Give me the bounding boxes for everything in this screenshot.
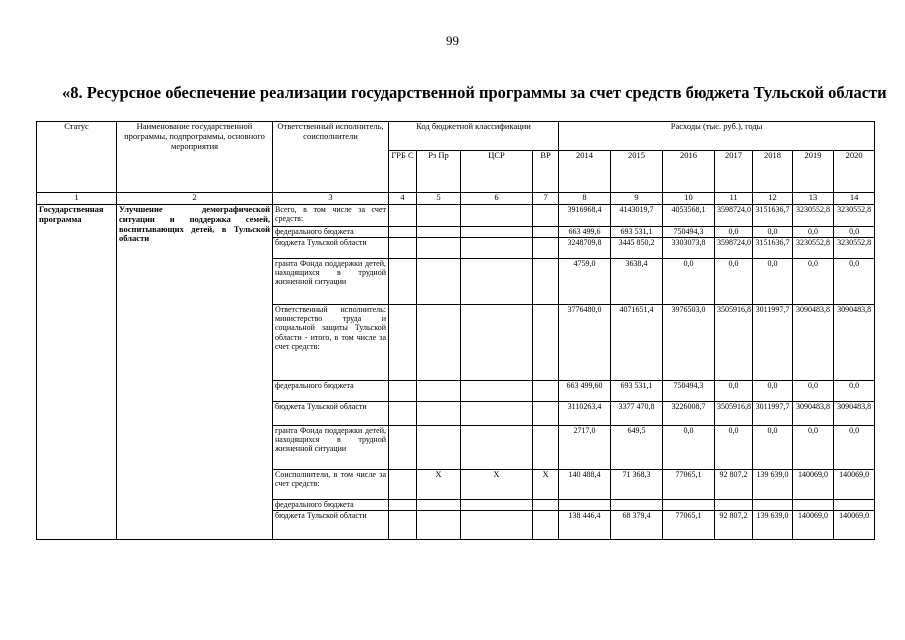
expense-value-cell: 77065,1 [663, 511, 715, 540]
code-cell [417, 238, 461, 259]
expense-value-cell: 0,0 [753, 381, 793, 402]
code-cell [461, 402, 533, 426]
expense-value-cell: 649,5 [611, 426, 663, 470]
funding-source-label: федерального бюджета [273, 500, 389, 511]
code-cell [461, 305, 533, 381]
header-year: 2015 [611, 151, 663, 193]
expense-value-cell: 0,0 [793, 426, 834, 470]
expense-value-cell: 4143019,7 [611, 205, 663, 227]
expense-value-cell: 92 807,2 [715, 470, 753, 500]
header-year: 2020 [834, 151, 875, 193]
expense-value-cell [793, 500, 834, 511]
expense-value-cell: 140069,0 [834, 470, 875, 500]
column-number: 3 [273, 193, 389, 205]
code-cell [389, 381, 417, 402]
expense-value-cell: 693 531,1 [611, 227, 663, 238]
expense-value-cell: 3151636,7 [753, 238, 793, 259]
column-number: 10 [663, 193, 715, 205]
code-cell [389, 205, 417, 227]
expense-value-cell: 0,0 [753, 227, 793, 238]
header-responsible: Ответственный исполнитель, соисполнители [273, 122, 389, 193]
funding-source-label: федерального бюджета [273, 381, 389, 402]
expense-value-cell: 3090483,8 [834, 305, 875, 381]
table-row [37, 205, 875, 227]
code-cell [417, 259, 461, 305]
expense-value-cell: 139 639,0 [753, 511, 793, 540]
expense-value-cell: 138 446,4 [559, 511, 611, 540]
code-cell [461, 381, 533, 402]
expense-value-cell: 663 499,6 [559, 227, 611, 238]
expense-value-cell: 139 639,0 [753, 470, 793, 500]
expense-value-cell: 0,0 [834, 381, 875, 402]
status-cell: Государственная программа [37, 205, 117, 540]
program-name-cell: Улучшение демографической ситуации и поддержка семей, воспитывающих детей, в Тульской области [117, 205, 273, 540]
resource-table [36, 121, 875, 540]
expense-value-cell: 0,0 [793, 259, 834, 305]
expense-value-cell: 3110263,4 [559, 402, 611, 426]
column-number: 5 [417, 193, 461, 205]
expense-value-cell: 140 488,4 [559, 470, 611, 500]
header-year: 2014 [559, 151, 611, 193]
expense-value-cell: 0,0 [834, 227, 875, 238]
funding-source-label: федерального бюджета [273, 227, 389, 238]
expense-value-cell: 140069,0 [834, 511, 875, 540]
code-cell [417, 305, 461, 381]
expense-value-cell: 3505916,8 [715, 402, 753, 426]
column-number: 13 [793, 193, 834, 205]
column-number: 8 [559, 193, 611, 205]
header-status: Статус [37, 122, 117, 193]
expense-value-cell: 3230552,8 [834, 238, 875, 259]
expense-value-cell: 2717,0 [559, 426, 611, 470]
code-cell [461, 227, 533, 238]
funding-source-label: бюджета Тульской области [273, 238, 389, 259]
header-name: Наименование государственной программы, подпрограммы, основного мероприятия [117, 122, 273, 193]
code-cell [461, 238, 533, 259]
expense-value-cell: 3230552,8 [793, 205, 834, 227]
expense-value-cell: 3976503,0 [663, 305, 715, 381]
code-cell [389, 227, 417, 238]
code-cell [533, 305, 559, 381]
expense-value-cell: 140069,0 [793, 511, 834, 540]
header-year: 2017 [715, 151, 753, 193]
code-cell [417, 402, 461, 426]
code-cell [389, 470, 417, 500]
expense-value-cell: 3598724,0 [715, 205, 753, 227]
code-cell [389, 426, 417, 470]
expense-value-cell [559, 500, 611, 511]
page-number: 99 [446, 33, 459, 48]
code-cell [389, 402, 417, 426]
expense-value-cell: 0,0 [715, 381, 753, 402]
expense-value-cell: 663 499,60 [559, 381, 611, 402]
expense-value-cell: 3638,4 [611, 259, 663, 305]
expense-value-cell: 750494,3 [663, 381, 715, 402]
expense-value-cell: 3230552,8 [793, 238, 834, 259]
code-cell [533, 511, 559, 540]
expense-value-cell: 3303073,8 [663, 238, 715, 259]
expense-value-cell: 3151636,7 [753, 205, 793, 227]
expense-value-cell: 3916968,4 [559, 205, 611, 227]
expense-value-cell [753, 500, 793, 511]
expense-value-cell: 92 807,2 [715, 511, 753, 540]
expense-value-cell: 0,0 [793, 381, 834, 402]
expense-value-cell: 0,0 [663, 426, 715, 470]
code-cell [461, 511, 533, 540]
code-cell [461, 259, 533, 305]
expense-value-cell: 3011997,7 [753, 402, 793, 426]
column-number: 12 [753, 193, 793, 205]
page-title: «8. Ресурсное обеспечение реализации государственной программы за счет средств бюджета Тульской области [62, 83, 887, 102]
expense-value-cell: 0,0 [715, 227, 753, 238]
code-cell [533, 238, 559, 259]
code-cell [533, 500, 559, 511]
expense-value-cell: 4759,0 [559, 259, 611, 305]
expense-value-cell: 3505916,8 [715, 305, 753, 381]
expense-value-cell [611, 500, 663, 511]
expense-value-cell: 3090483,8 [793, 305, 834, 381]
header-year: 2019 [793, 151, 834, 193]
expense-value-cell: 0,0 [834, 426, 875, 470]
code-cell [417, 511, 461, 540]
expense-value-cell: 0,0 [834, 259, 875, 305]
funding-source-label: Соисполнители, в том числе за счет средств: [273, 470, 389, 500]
expense-value-cell [715, 500, 753, 511]
column-number: 14 [834, 193, 875, 205]
expense-value-cell: 3377 470,8 [611, 402, 663, 426]
expense-value-cell: 0,0 [753, 259, 793, 305]
column-number: 7 [533, 193, 559, 205]
expense-value-cell: 3598724,0 [715, 238, 753, 259]
code-cell [533, 259, 559, 305]
header-budget-code: Код бюджетной классификации [389, 122, 559, 151]
header-year: 2018 [753, 151, 793, 193]
code-cell: Х [461, 470, 533, 500]
expense-value-cell: 0,0 [753, 426, 793, 470]
expense-value-cell: 140069,0 [793, 470, 834, 500]
expense-value-cell: 3445 850,2 [611, 238, 663, 259]
expense-value-cell: 77065,1 [663, 470, 715, 500]
expense-value-cell: 0,0 [715, 259, 753, 305]
header-rz: Рз Пр [417, 151, 461, 193]
expense-value-cell: 3090483,8 [834, 402, 875, 426]
funding-source-label: бюджета Тульской области [273, 511, 389, 540]
expense-value-cell: 71 368,3 [611, 470, 663, 500]
column-number: 1 [37, 193, 117, 205]
expense-value-cell: 3776480,0 [559, 305, 611, 381]
header-expenses: Расходы (тыс. руб.), годы [559, 122, 875, 151]
code-cell [461, 500, 533, 511]
column-number-row [37, 193, 875, 205]
expense-value-cell: 0,0 [715, 426, 753, 470]
expense-value-cell: 3226008,7 [663, 402, 715, 426]
code-cell [417, 227, 461, 238]
expense-value-cell: 3230552,8 [834, 205, 875, 227]
code-cell [417, 205, 461, 227]
expense-value-cell: 3090483,8 [793, 402, 834, 426]
header-vr: ВР [533, 151, 559, 193]
expense-value-cell: 0,0 [793, 227, 834, 238]
header-year: 2016 [663, 151, 715, 193]
column-number: 2 [117, 193, 273, 205]
code-cell [389, 305, 417, 381]
expense-value-cell: 4071651,4 [611, 305, 663, 381]
funding-source-label: гранта Фонда поддержки детей, находящихся в трудной жизненной ситуации [273, 259, 389, 305]
funding-source-label: Всего, в том числе за счет средств: [273, 205, 389, 227]
column-number: 6 [461, 193, 533, 205]
header-grbs: ГРБ С [389, 151, 417, 193]
code-cell [389, 511, 417, 540]
funding-source-label: Ответственный исполнитель: министерство труда и социальной защиты Тульской области - итого, в том числе за счет средств: [273, 305, 389, 381]
code-cell [389, 500, 417, 511]
code-cell [417, 426, 461, 470]
code-cell [461, 205, 533, 227]
column-number: 4 [389, 193, 417, 205]
expense-value-cell: 0,0 [663, 259, 715, 305]
expense-value-cell [834, 500, 875, 511]
expense-value-cell: 750494,3 [663, 227, 715, 238]
column-number: 9 [611, 193, 663, 205]
code-cell: Х [533, 470, 559, 500]
code-cell [389, 238, 417, 259]
funding-source-label: гранта Фонда поддержки детей, находящихся в трудной жизненной ситуации [273, 426, 389, 470]
code-cell [533, 402, 559, 426]
header-csr: ЦСР [461, 151, 533, 193]
code-cell [461, 426, 533, 470]
code-cell [417, 381, 461, 402]
code-cell [533, 381, 559, 402]
expense-value-cell: 3011997,7 [753, 305, 793, 381]
funding-source-label: бюджета Тульской области [273, 402, 389, 426]
code-cell: Х [417, 470, 461, 500]
expense-value-cell [663, 500, 715, 511]
code-cell [533, 227, 559, 238]
code-cell [417, 500, 461, 511]
code-cell [533, 205, 559, 227]
expense-value-cell: 68 379,4 [611, 511, 663, 540]
code-cell [389, 259, 417, 305]
expense-value-cell: 4053568,1 [663, 205, 715, 227]
code-cell [533, 426, 559, 470]
expense-value-cell: 3248709,8 [559, 238, 611, 259]
column-number: 11 [715, 193, 753, 205]
expense-value-cell: 693 531,1 [611, 381, 663, 402]
